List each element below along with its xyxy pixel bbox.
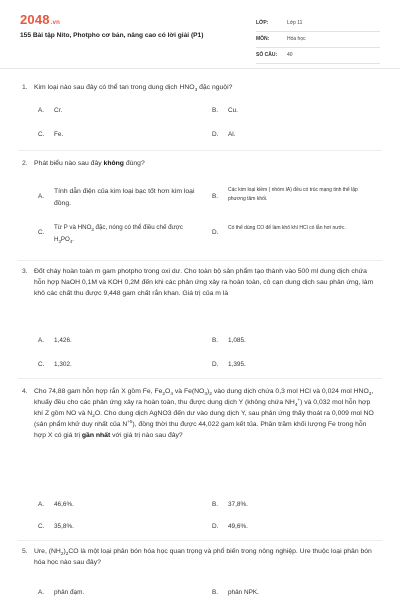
meta-subject — [256, 34, 380, 48]
question-divider — [18, 150, 382, 151]
meta-grade-label: LỚP: — [256, 20, 269, 26]
question-text: Đốt cháy hoàn toàn m gam photpho trong oxi dư. Cho toàn bộ sản phẩm tạo thành vào 500 ml dung dịch chứa hỗn hợp NaOH 0,1M và KOH 0,2M đến khi các phản ứng xảy ra hoàn toàn, cô cạn dung dịch sau phản ứng, làm khô các chất thu được 9,448 gam chất rắn khan. Giá trị của m là — [34, 268, 374, 297]
question-text: Kim loại nào sau đây có thể tan trong dung dịch $HNO_3$ đặc nguội? — [34, 84, 233, 93]
document-title: 155 Bài tập Nito, Photpho cơ bản, nâng cao có lời giải (P1) — [20, 32, 204, 39]
meta-subject-value: Hóa học — [287, 36, 306, 42]
question-text: Ure, $(NH_2)_2CO$ là một loại phân bón hóa học quan trọng và phổ biến trong nông nghiệp. Ure thuộc loại phân bón hóa học nào sau đây? — [34, 548, 372, 566]
exam-page: 2048.vn 155 Bài tập Nito, Photpho cơ bản, nâng cao có lời giải (P1) LỚP: Lớp 11 MÔN: Hóa học SỐ CÂU: 40 1. Kim loại nào sau đây có thể tan trong dung dịch $HNO_3$ đặc nguội? A. Cr. B. Cu. C. Fe. D. Al. 2. Phát biểu nào sau đây không đúng? A. Tính dẫn điện của kim loại bạc tốt hơn kim loại đồng. B. Các kim loại kiềm ( nhóm IA) đều có trúc mạng tinh thể lập phương tâm khối. C. Từ P và $HNO_3$ đặc, nóng có thể điều chế được $H_3PO_4$. D. Có thể dùng CO để làm khô khí HCl có lẫn hơi nước. 3. Đốt cháy hoàn toàn m gam photpho trong oxi dư. Cho toàn bộ sản phẩm tạo thành vào 500 ml dung dịch chứa hỗn hợp NaOH 0,1M và KOH 0,2M đến khi các phản ứng xảy ra hoàn toàn, cô cạn dung dịch sau phản ứng, làm khô các chất thu được 9,448 gam chất rắn khan. Giá trị của m là A. 1,426. B. 1,085. C. 1,302. D. 1,395. 4. Cho 74,88 gam hỗn hợp rắn X gồm Fe, $Fe_2O_4$ và $Fe(NO_3)_2$ vào dung dịch chứa 0,3 mol HCl và 0,024 mol $HNO_3$, khuấy đều cho các phản ứng xảy ra hoàn toàn, thu được dung dịch Y (không chứa $NH_4^+$) và 0,032 mol hỗn hợp khí Z gồm NO và $N_2O$. Cho dung dịch AgNO3 đến dư vào dung dịch Y, sau phản ứng thấy thoát ra 0,009 mol NO (sản phẩm khử duy nhất của $N^{+5}$), đồng thời thu được 44,022 gam kết tủa. Phần trăm khối lượng Fe trong hỗn hợp X có giá trị gần nhất với giá trị nào sau đây? A. 46,6%. B. 37,8%. C. 35,8%. D. 49,6%. 5. Ure, $(NH_2)_2CO$ là một loại phân bón hóa học quan trọng và phổ biến trong nông nghiệp. Ure thuộc loại phân bón hóa học nào sau đây? A. phân đạm. B. phân NPK. — [0, 0, 400, 600]
meta-subject-label: MÔN: — [256, 36, 270, 42]
question-divider — [18, 378, 382, 379]
meta-grade-value: Lớp 11 — [287, 20, 303, 26]
question-number: 2. — [22, 160, 28, 167]
site-logo[interactable]: 2048.vn — [20, 12, 61, 27]
meta-count-label: SỐ CÂU: — [256, 52, 278, 58]
header-divider — [0, 68, 400, 69]
question-number: 5. — [22, 548, 28, 555]
question-number: 3. — [22, 268, 28, 275]
meta-grade — [256, 18, 380, 32]
document-meta — [256, 18, 380, 66]
question-divider — [18, 260, 382, 261]
meta-count-value: 40 — [287, 52, 293, 58]
question-divider — [18, 540, 382, 541]
question-number: 1. — [22, 84, 28, 91]
page-header — [0, 0, 400, 66]
question-text: Cho 74,88 gam hỗn hợp rắn X gồm Fe, $Fe_2O_4$ và $Fe(NO_3)_2$ vào dung dịch chứa 0,3 mol HCl và 0,024 mol $HNO_3$, khuấy đều cho các phản ứng xảy ra hoàn toàn, thu được dung dịch Y (không chứa $NH_4^+$) và 0,032 mol hỗn hợp khí Z gồm NO và $N_2O$. Cho dung dịch AgNO3 đến dư vào dung dịch Y, sau phản ứng thấy thoát ra 0,009 mol NO (sản phẩm khử duy nhất của $N^{+5}$), đồng thời thu được 44,022 gam kết tủa. Phần trăm khối lượng Fe trong hỗn hợp X có giá trị gần nhất với giá trị nào sau đây? — [34, 388, 374, 439]
meta-count — [256, 50, 380, 64]
question-number: 4. — [22, 388, 28, 395]
question-text: Phát biểu nào sau đây không đúng? — [34, 160, 145, 167]
